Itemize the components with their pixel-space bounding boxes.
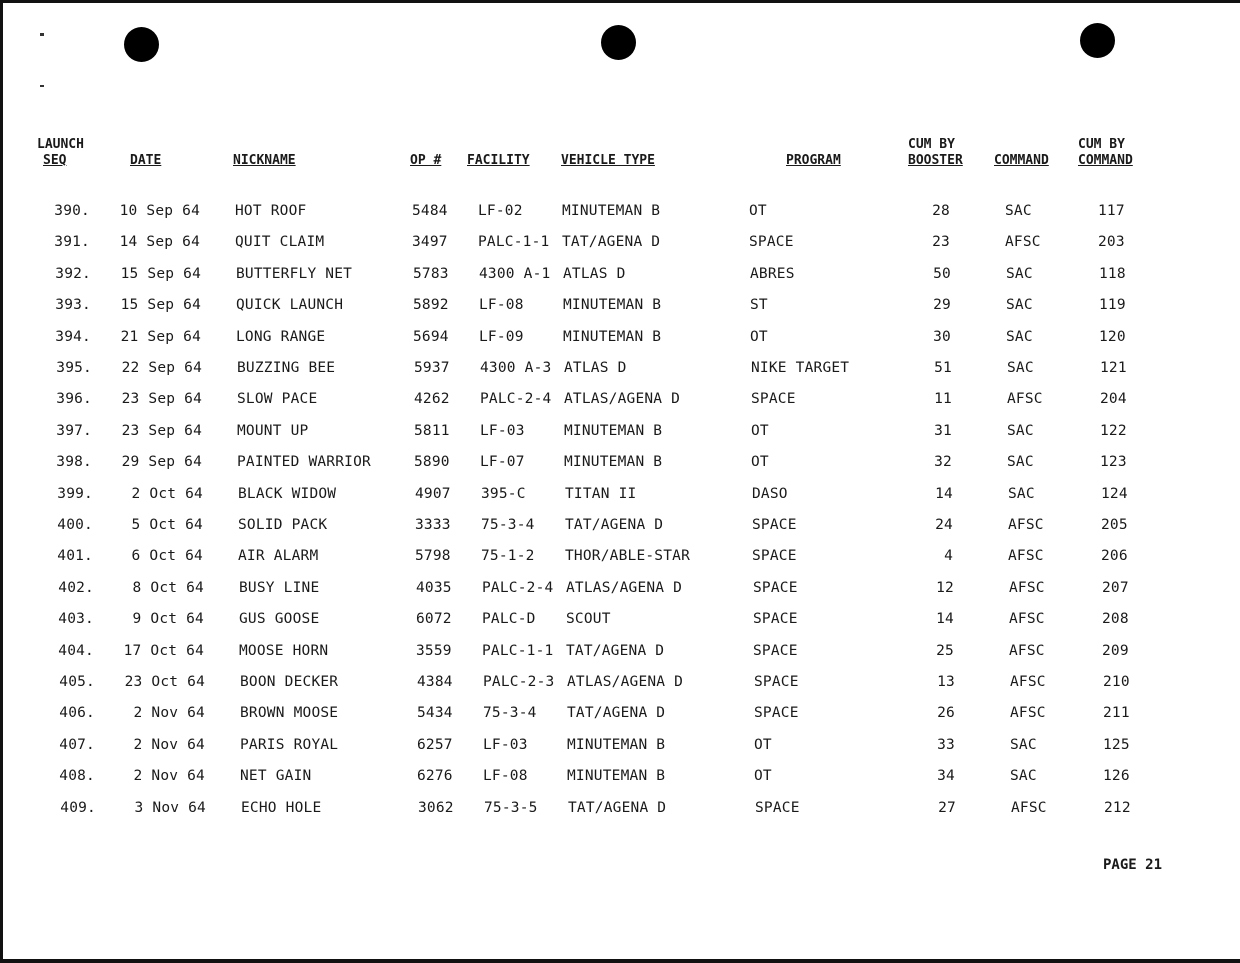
header-command-label: COMMAND [994,153,1049,168]
cell-op-number: 6276 [417,768,453,785]
cell-cum-by-command: 210 [1103,674,1130,690]
cell-op-number: 4907 [415,485,451,502]
cell-cum-by-command: 204 [1100,391,1127,408]
cell-op-number: 3333 [415,517,451,533]
cell-command: AFSC [1009,642,1045,659]
page-number: PAGE 21 [1103,857,1163,873]
cell-cum-by-command: 123 [1100,454,1127,471]
cell-date: 6 Oct 64 [131,548,203,565]
cell-command: AFSC [1009,611,1045,628]
punch-hole-center [601,25,636,60]
cell-launch-seq: 393. [55,297,91,314]
cell-vehicle-type: ATLAS/AGENA D [564,391,681,408]
cell-launch-seq: 402. [58,579,94,596]
cell-cum-by-command: 119 [1099,297,1126,314]
cell-vehicle-type: TAT/AGENA D [565,517,664,533]
cell-facility: 395-C [481,485,526,502]
cell-launch-seq: 408. [59,768,95,785]
cell-nickname: BLACK WIDOW [238,485,337,502]
cell-op-number: 5892 [413,297,449,314]
cell-program: OT [754,768,772,785]
cell-vehicle-type: MINUTEMAN B [564,454,663,471]
cell-op-number: 5484 [412,203,448,219]
cell-nickname: MOUNT UP [237,422,309,439]
header-date-label: DATE [130,153,162,168]
cell-cum-by-booster: 25 [936,642,954,659]
cell-program: OT [751,422,769,439]
cell-vehicle-type: ATLAS/AGENA D [566,579,683,596]
cell-op-number: 5783 [413,265,449,282]
cell-facility: 75-3-4 [481,517,535,533]
scan-speck [40,33,44,36]
cell-cum-by-command: 209 [1102,642,1129,659]
cell-cum-by-booster: 23 [932,234,950,251]
cell-nickname: BOON DECKER [240,674,339,690]
cell-op-number: 5694 [413,328,449,345]
cell-command: AFSC [1010,705,1046,722]
cell-nickname: QUICK LAUNCH [236,297,344,314]
cell-vehicle-type: TAT/AGENA D [567,705,666,722]
cell-command: AFSC [1009,579,1045,596]
cell-vehicle-type: TITAN II [565,485,637,502]
cell-program: NIKE TARGET [751,360,850,376]
cell-cum-by-command: 212 [1104,799,1131,816]
cell-op-number: 5798 [415,548,451,565]
cell-cum-by-booster: 28 [932,203,950,219]
cell-command: AFSC [1005,234,1041,251]
cell-facility: LF-03 [480,422,525,439]
header-facility-label: FACILITY [467,153,530,168]
cell-vehicle-type: ATLAS D [563,265,626,282]
cell-launch-seq: 405. [59,674,95,690]
cell-facility: 4300 A-3 [480,360,552,376]
cell-op-number: 4262 [414,391,450,408]
cell-cum-by-command: 122 [1100,422,1127,439]
cell-op-number: 4384 [417,674,453,690]
table-row [0,296,1240,318]
cell-vehicle-type: ATLAS/AGENA D [567,674,684,690]
header-facility [467,153,530,169]
cell-command: AFSC [1010,674,1046,690]
cell-facility: 75-1-2 [481,548,535,565]
cell-cum-by-booster: 31 [934,422,952,439]
cell-command: SAC [1010,736,1037,753]
cell-date: 3 Nov 64 [134,799,206,816]
cell-vehicle-type: MINUTEMAN B [564,422,663,439]
cell-nickname: BUSY LINE [239,579,320,596]
cell-launch-seq: 391. [54,234,90,251]
cell-nickname: MOOSE HORN [239,642,329,659]
cell-date: 2 Nov 64 [133,736,205,753]
cell-cum-by-booster: 24 [935,517,953,533]
cell-cum-by-booster: 12 [936,579,954,596]
cell-launch-seq: 396. [56,391,92,408]
cell-command: SAC [1007,360,1034,376]
header-program-label: PROGRAM [786,153,841,168]
cell-facility: LF-07 [480,454,525,471]
header-cum-by-command [1078,137,1133,169]
table-row [0,202,1240,224]
cell-op-number: 5937 [414,360,450,376]
cell-program: SPACE [755,799,800,816]
table-row [0,233,1240,255]
cell-cum-by-booster: 51 [934,360,952,376]
cell-cum-by-command: 211 [1103,705,1130,722]
cell-launch-seq: 401. [57,548,93,565]
cell-launch-seq: 390. [54,203,90,219]
cell-command: SAC [1006,328,1033,345]
cell-command: SAC [1006,265,1033,282]
cell-program: OT [751,454,769,471]
cell-nickname: BUTTERFLY NET [236,265,353,282]
cell-vehicle-type: ATLAS D [564,360,627,376]
cell-facility: PALC-1-1 [478,234,550,251]
cell-cum-by-booster: 26 [937,705,955,722]
cell-launch-seq: 404. [58,642,94,659]
cell-program: SPACE [754,674,799,690]
cell-facility: PALC-2-4 [482,579,554,596]
cell-date: 10 Sep 64 [119,203,200,219]
cell-program: SPACE [752,548,797,565]
cell-vehicle-type: SCOUT [566,611,611,628]
cell-launch-seq: 406. [59,705,95,722]
cell-op-number: 3559 [416,642,452,659]
cell-facility: LF-03 [483,736,528,753]
header-cum-by-booster-line1: CUM BY [908,137,955,152]
table-row [0,328,1240,350]
cell-date: 23 Sep 64 [121,391,202,408]
cell-launch-seq: 397. [56,422,92,439]
cell-command: SAC [1005,203,1032,219]
cell-program: OT [754,736,772,753]
punch-hole-left [124,27,159,62]
table-row [0,359,1240,381]
cell-date: 15 Sep 64 [120,265,201,282]
cell-cum-by-command: 121 [1100,360,1127,376]
cell-cum-by-command: 126 [1103,768,1130,785]
cell-launch-seq: 407. [59,736,95,753]
cell-program: DASO [752,485,788,502]
cell-nickname: PARIS ROYAL [240,736,339,753]
cell-nickname: GUS GOOSE [239,611,320,628]
header-date [114,153,189,169]
cell-launch-seq: 403. [58,611,94,628]
cell-cum-by-booster: 14 [936,611,954,628]
cell-cum-by-booster: 29 [933,297,951,314]
table-row [0,736,1240,758]
cell-cum-by-booster: 32 [934,454,952,471]
cell-vehicle-type: MINUTEMAN B [562,203,661,219]
cell-launch-seq: 395. [56,360,92,376]
cell-date: 29 Sep 64 [121,454,202,471]
table-row [0,453,1240,475]
cell-vehicle-type: MINUTEMAN B [567,736,666,753]
cell-cum-by-command: 207 [1102,579,1129,596]
cell-vehicle-type: MINUTEMAN B [567,768,666,785]
scan-speck [40,85,44,87]
header-nickname-label: NICKNAME [233,153,296,168]
header-cum-by-booster-line2: BOOSTER [908,153,963,168]
cell-date: 23 Sep 64 [121,422,202,439]
cell-vehicle-type: MINUTEMAN B [563,328,662,345]
table-row [0,547,1240,569]
cell-command: SAC [1007,422,1034,439]
cell-op-number: 5811 [414,422,450,439]
cell-facility: PALC-D [482,611,536,628]
cell-program: ABRES [750,265,795,282]
cell-cum-by-booster: 30 [933,328,951,345]
cell-command: SAC [1010,768,1037,785]
cell-program: OT [749,203,767,219]
cell-cum-by-command: 124 [1101,485,1128,502]
header-launch-seq-line1: LAUNCH [37,137,84,152]
cell-op-number: 5434 [417,705,453,722]
table-row [0,704,1240,726]
header-nickname [233,153,296,169]
cell-nickname: PAINTED WARRIOR [237,454,371,471]
cell-facility: 75-3-5 [484,799,538,816]
cell-date: 14 Sep 64 [119,234,200,251]
cell-program: SPACE [752,517,797,533]
cell-cum-by-booster: 34 [937,768,955,785]
cell-cum-by-command: 206 [1101,548,1128,565]
table-row [0,673,1240,695]
cell-command: AFSC [1008,517,1044,533]
header-vehicle-type [561,153,655,169]
cell-program: SPACE [753,579,798,596]
cell-nickname: QUIT CLAIM [235,234,325,251]
header-op-number [410,153,441,169]
cell-nickname: SOLID PACK [238,517,328,533]
cell-op-number: 3062 [418,799,454,816]
cell-cum-by-booster: 33 [937,736,955,753]
cell-nickname: LONG RANGE [236,328,326,345]
cell-program: SPACE [753,611,798,628]
cell-launch-seq: 398. [56,454,92,471]
cell-launch-seq: 399. [57,485,93,502]
table-row [0,485,1240,507]
cell-facility: LF-09 [479,328,524,345]
cell-nickname: ECHO HOLE [241,799,322,816]
cell-facility: LF-08 [479,297,524,314]
cell-nickname: SLOW PACE [237,391,318,408]
cell-nickname: NET GAIN [240,768,312,785]
cell-command: AFSC [1007,391,1043,408]
header-command [994,153,1049,169]
cell-op-number: 5890 [414,454,450,471]
cell-date: 2 Oct 64 [131,485,203,502]
header-program [748,153,877,169]
table-row [0,516,1240,538]
cell-command: AFSC [1008,548,1044,565]
cell-date: 9 Oct 64 [132,611,204,628]
page-border-bottom [0,959,1240,963]
cell-date: 23 Oct 64 [124,674,205,690]
cell-launch-seq: 394. [55,328,91,345]
cell-cum-by-booster: 27 [938,799,956,816]
cell-program: SPACE [751,391,796,408]
cell-cum-by-booster: 50 [933,265,951,282]
cell-program: ST [750,297,768,314]
cell-program: OT [750,328,768,345]
cell-vehicle-type: TAT/AGENA D [562,234,661,251]
cell-nickname: AIR ALARM [238,548,319,565]
table-row [0,767,1240,789]
cell-launch-seq: 400. [57,517,93,533]
cell-nickname: HOT ROOF [235,203,307,219]
cell-facility: PALC-2-4 [480,391,552,408]
cell-program: SPACE [749,234,794,251]
cell-cum-by-command: 117 [1098,203,1125,219]
page-border-top [0,0,1240,3]
cell-date: 5 Oct 64 [131,517,203,533]
cell-date: 8 Oct 64 [132,579,204,596]
cell-command: SAC [1006,297,1033,314]
table-row [0,265,1240,287]
cell-op-number: 3497 [412,234,448,251]
cell-vehicle-type: TAT/AGENA D [566,642,665,659]
header-launch-seq-line2: SEQ [43,153,67,168]
cell-date: 21 Sep 64 [120,328,201,345]
cell-op-number: 6072 [416,611,452,628]
cell-facility: LF-08 [483,768,528,785]
cell-vehicle-type: THOR/ABLE-STAR [565,548,691,565]
cell-cum-by-booster: 4 [944,548,953,565]
header-cum-by-command-line2: COMMAND [1078,153,1133,168]
cell-cum-by-command: 208 [1102,611,1129,628]
cell-nickname: BROWN MOOSE [240,705,339,722]
cell-cum-by-command: 118 [1099,265,1126,282]
header-launch-seq [37,137,84,169]
cell-program: SPACE [753,642,798,659]
cell-facility: PALC-2-3 [483,674,555,690]
table-row [0,422,1240,444]
header-cum-by-command-line1: CUM BY [1078,137,1125,152]
cell-program: SPACE [754,705,799,722]
cell-date: 22 Sep 64 [121,360,202,376]
table-row [0,579,1240,601]
cell-op-number: 6257 [417,736,453,753]
table-row [0,610,1240,632]
cell-launch-seq: 392. [55,265,91,282]
cell-cum-by-booster: 13 [937,674,955,690]
cell-command: SAC [1007,454,1034,471]
cell-op-number: 4035 [416,579,452,596]
table-row [0,390,1240,412]
cell-launch-seq: 409. [60,799,96,816]
table-row [0,799,1240,821]
cell-facility: PALC-1-1 [482,642,554,659]
cell-cum-by-command: 203 [1098,234,1125,251]
header-op-number-label: OP # [410,153,442,168]
cell-date: 17 Oct 64 [123,642,204,659]
cell-date: 2 Nov 64 [133,768,205,785]
cell-cum-by-command: 205 [1101,517,1128,533]
cell-cum-by-booster: 14 [935,485,953,502]
cell-cum-by-command: 120 [1099,328,1126,345]
cell-vehicle-type: TAT/AGENA D [568,799,667,816]
cell-nickname: BUZZING BEE [237,360,336,376]
punch-hole-right [1080,23,1115,58]
cell-cum-by-command: 125 [1103,736,1130,753]
table-row [0,642,1240,664]
cell-date: 15 Sep 64 [120,297,201,314]
header-vehicle-type-label: VEHICLE TYPE [561,153,655,168]
cell-vehicle-type: MINUTEMAN B [563,297,662,314]
cell-date: 2 Nov 64 [133,705,205,722]
cell-facility: 75-3-4 [483,705,537,722]
cell-command: SAC [1008,485,1035,502]
header-cum-by-booster [908,137,963,169]
cell-facility: 4300 A-1 [479,265,551,282]
cell-cum-by-booster: 11 [934,391,952,408]
cell-facility: LF-02 [478,203,523,219]
cell-command: AFSC [1011,799,1047,816]
